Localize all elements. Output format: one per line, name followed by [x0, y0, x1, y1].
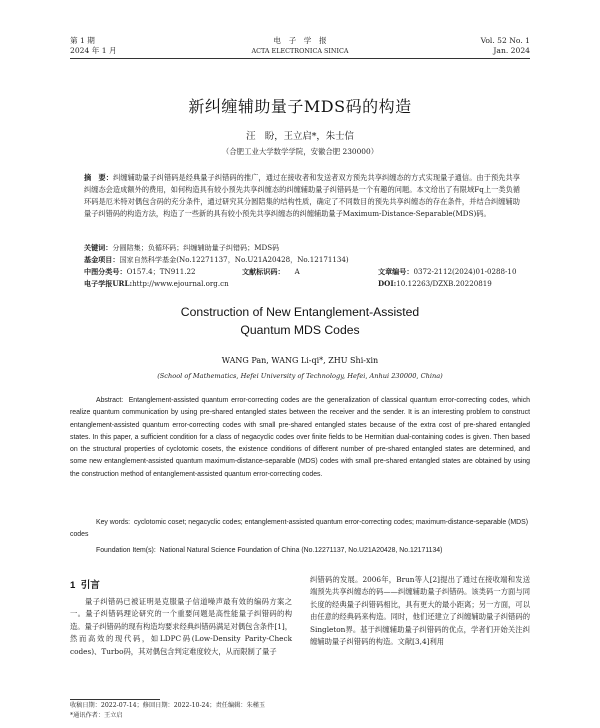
paper-title-en-line1: Construction of New Entanglement-Assisted — [180, 305, 420, 319]
keywords-en — [70, 517, 530, 542]
doi-value[interactable]: 10.12263/DZXB.20220819 — [396, 279, 492, 288]
affiliation-en: (School of Mathematics, Hefei University of Technology, Hefei, Anhui 230000, China) — [157, 372, 443, 380]
doc-code-label: 文献标识码： — [242, 267, 285, 276]
authors-en: WANG Pan, WANG Li-qi*, ZHU Shi-xin — [221, 356, 379, 365]
authors-cn: 汪 盼，王立启*，朱士信 — [246, 131, 354, 142]
header-rule — [70, 58, 530, 59]
fund-cn-label: 基金项目： — [84, 255, 120, 264]
footnote-rule — [70, 699, 160, 700]
paper-title-cn: 新纠缠辅助量子MDS码的构造 — [188, 97, 412, 116]
abstract-en — [70, 395, 530, 481]
paper-title-en-line2: Quantum MDS Codes — [240, 323, 360, 337]
header-volume: Vol. 52 No. 1 — [480, 36, 530, 45]
abstract-cn — [84, 172, 520, 220]
doc-code-value: A — [294, 267, 300, 276]
abstract-en-label: Abstract: — [96, 397, 124, 404]
fund-cn-text: 国家自然科学基金(No.12271137，No.U21A20428，No.12171134) — [119, 255, 349, 264]
affiliation-cn: （合肥工业大学数学学院，安徽合肥 230000） — [221, 147, 379, 156]
abstract-cn-label: 摘 要： — [84, 173, 114, 182]
journal-url — [84, 278, 229, 290]
keywords-en-text: cyclotomic coset; negacyclic codes; entanglement-assisted quantum error-correcting codes; maximum-distance-separable (MDS) codes — [70, 519, 529, 539]
keywords-cn-label: 关键词： — [84, 243, 113, 252]
clc-value: O157.4；TN911.22 — [126, 267, 196, 276]
article-number-label: 文章编号： — [378, 267, 414, 276]
abstract-cn-text: 纠缠辅助量子纠错码是经典量子纠错码的推广，通过在接收者和发送者双方预先共享纠缠态的方式实现量子通信。由于预先共享纠缠态会造成额外的费用，如何构造具有较小预先共享纠缠态的纠缠辅助量子纠错码是一个有趣的问题。本文给出了有限域Fq上一类负循环码是厄米特对偶包含码的充分条件，通过研究其分圆陪集的结构性质，确定了不同数目的预先共享纠缠态的存在条件，并结合纠缠辅助量子纠错码的构造方法，构造了一些新的具有较小预先共享纠缠态的纠缠辅助量子Maximum-Distance-Separable(MDS)码。 — [84, 173, 520, 219]
header-date-en: Jan. 2024 — [493, 46, 530, 55]
keywords-cn-text: 分圆陪集；负循环码；纠缠辅助量子纠错码；MDS码 — [112, 243, 280, 252]
fund-en-text: National Natural Science Foundation of China (No.12271137, No.U21A20428, No.12171134) — [159, 547, 443, 554]
footnote-dates: 收稿日期：2022-07-14；修回日期：2022-10-24；责任编辑：朱槿玉 — [70, 702, 266, 709]
url-label: 电子学报URL: — [84, 279, 133, 288]
document-code — [242, 266, 300, 278]
article-number — [378, 266, 516, 278]
doi — [378, 278, 492, 290]
footnote-corresponding: *通讯作者：王立启 — [70, 712, 123, 719]
keywords-cn — [84, 242, 279, 254]
intro-column-left: 量子纠错码已被证明是克服量子信道噪声最有效的编码方案之一。量子纠错码理论研究的一个重要问题是高性能量子纠错码的构造。量子纠错码的现有构造均要求经典纠错码满足对偶包含条件[1]，然而高效的现代码，如LDPC码(Low-Density Parity-Check codes)、Turbo码，其对偶包含判定难度较大，从而限制了量子 — [70, 597, 292, 656]
section-number: 1 — [70, 580, 76, 591]
article-number-value: 0372-2112(2024)01-0288-10 — [413, 267, 517, 276]
section-title: 引言 — [80, 580, 100, 591]
section-heading-1 — [70, 577, 100, 591]
doi-label: DOI: — [378, 279, 397, 288]
url-link[interactable]: http://www.ejournal.org.cn — [132, 279, 229, 288]
intro-column-right: 纠错码的发展。2006年，Brun等人[2]提出了通过在接收端和发送端预先共享纠缠态的码——纠缠辅助量子纠错码。该类码一方面与同长度的经典量子纠错码相比，具有更大的最小距离；另一方面，可以由任意的经典码来构造。同时，他们还建立了纠缠辅助量子纠错码的Singleton界。基于纠缠辅助量子纠错码的优点，学者们开始关注纠缠辅助量子纠错码的构造。文献[3,4]利用 — [310, 575, 530, 647]
fund-en-label: Foundation Item(s): — [96, 547, 156, 554]
fund-en — [70, 545, 530, 557]
fund-cn — [84, 254, 349, 266]
journal-name-en: ACTA ELECTRONICA SINICA — [251, 47, 349, 55]
clc-number — [84, 266, 196, 278]
keywords-en-label: Key words: — [96, 519, 131, 526]
journal-name-cn: 电 子 学 报 — [273, 36, 327, 45]
abstract-en-text: Entanglement-assisted quantum error-correcting codes are the generalization of classical quantum error-correcting codes, which realize quantum communication by using pre-shared entangled states between the receiver and the sender. It is an interesting problem to construct entanglement-assisted quantum error-correcting codes with small pre-shared entangled states because of the extra cost of pre-shared entangled states. In this paper, a sufficient condition for a class of negacyclic codes over finite fields to be Hermitian dual-containing codes is given. Then based on the structural properties of cyclotomic cosets, the existence conditions of different number of pre-shared entangled states are determined, and some new entanglement-assisted quantum maximum-distance-separable (MDS) codes with small pre-shared entangled states are obtained by using the construction method of entanglement-assisted quantum error-correcting codes. — [70, 397, 530, 478]
clc-label: 中图分类号： — [84, 267, 127, 276]
header-date-cn: 2024 年 1 月 — [70, 46, 117, 55]
header-issue: 第 1 期 — [70, 36, 95, 45]
